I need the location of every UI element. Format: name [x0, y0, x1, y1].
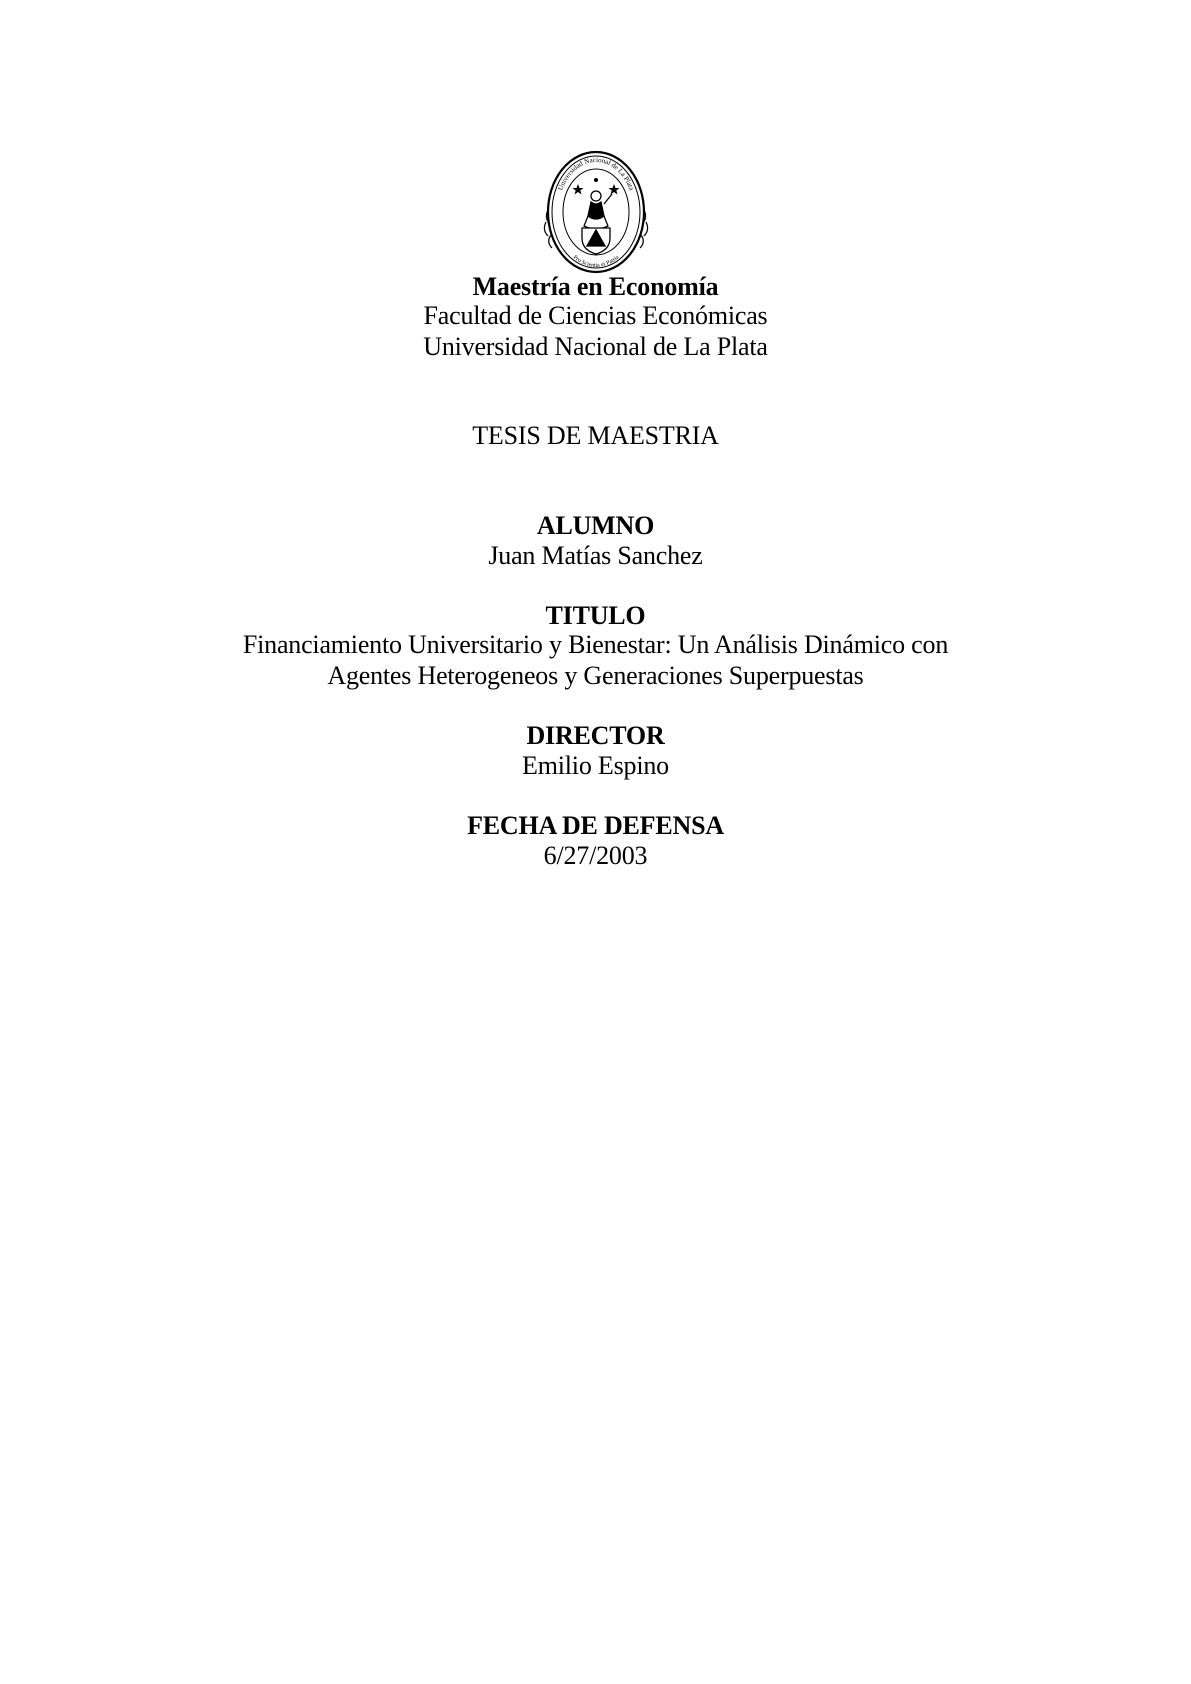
- student-name: Juan Matías Sanchez: [488, 541, 703, 570]
- title-label: TITULO: [545, 601, 646, 630]
- title-line-2: Agentes Heterogeneos y Generaciones Superpuestas: [327, 661, 864, 690]
- svg-text:Pro Scientia et Patria: [572, 254, 621, 268]
- document-type: TESIS DE MAESTRIA: [472, 421, 719, 450]
- program-name: Maestría en Economía: [472, 272, 719, 301]
- title-line-1: Financiamiento Universitario y Bienestar: Un Análisis Dinámico con: [242, 630, 949, 659]
- student-label: ALUMNO: [536, 511, 655, 540]
- seal-motto-top: Universidad Nacional de La Plata: [556, 155, 636, 192]
- university-name: Universidad Nacional de La Plata: [423, 332, 768, 361]
- director-name: Emilio Espino: [522, 751, 669, 780]
- faculty-name: Facultad de Ciencias Económicas: [423, 301, 768, 330]
- defense-date: 6/27/2003: [543, 841, 648, 870]
- defense-label: FECHA DE DEFENSA: [467, 811, 724, 840]
- seal-motto-bottom: Pro Scientia et Patria: [571, 254, 621, 269]
- director-label: DIRECTOR: [526, 721, 665, 750]
- university-seal-icon: [536, 144, 656, 284]
